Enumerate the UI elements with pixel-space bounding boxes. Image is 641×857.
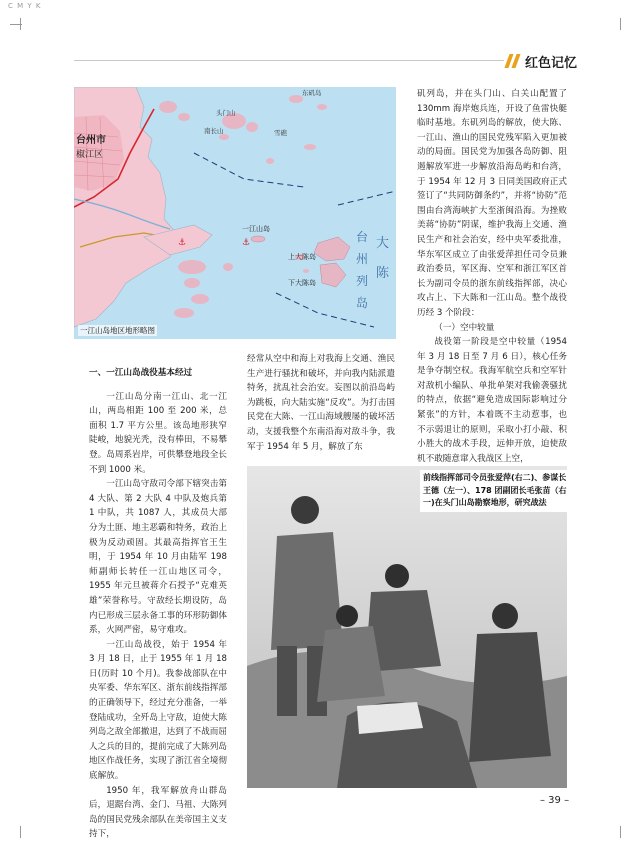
- photo-caption: 前线指挥部司令员张爱萍(右二)、参谋长王德（左一）、178 团副团长毛张苗（右一)在头门山岛勘察地形，研究战法: [420, 470, 570, 512]
- section-title: 红色记忆: [525, 55, 578, 71]
- crop-mark: [20, 826, 21, 838]
- map-caption: 一江山岛地区地形略图: [80, 326, 155, 335]
- island: [266, 158, 274, 164]
- paragraph: 一江山岛分南一江山、北一江山，两岛相距 100 至 200 米，总面积 1.7 平方公里。该岛地形狭窄陡峻，地貌光秃，没有棒田，不易攀登。岛周系岩岸，可供攀登地段全长不到 1000 米。: [89, 391, 227, 475]
- island: [191, 294, 209, 304]
- header-rule: [74, 60, 504, 61]
- article-column-2: [247, 352, 395, 454]
- section-stripes-icon: [505, 54, 521, 68]
- map-label-shangdachen: 上大陈岛: [288, 253, 316, 261]
- island: [223, 263, 233, 271]
- print-registration-marks: C M Y K: [8, 2, 42, 10]
- island: [246, 122, 258, 132]
- paragraph: 经常从空中和海上对我海上交通、渔民生产进行骚扰和破坏，并向我内陆派遣特务，扰乱社会治安。妄图以前沿岛屿为跳板，向大陆实施“反攻”。为打击国民党在大陈、一江山海域艘屡的破坏活动，支援我整个东南沿海对敌斗争，我军于 1954 年 5 月，解放了东: [247, 354, 395, 452]
- boundary-line: [338, 191, 396, 205]
- paragraph: 1950 年，我军解放舟山群岛后，退踞台湾、金门、马祖、大陈列岛的国民党残余部队在美帝国主义支持下，: [89, 785, 227, 840]
- map-label-toumen: 头门山: [216, 109, 236, 117]
- island: [317, 104, 327, 110]
- island: [184, 278, 200, 288]
- island: [178, 113, 190, 121]
- island: [289, 95, 303, 103]
- paragraph: 战役第一阶段是空中较量（1954 年 3 月 18 日至 7 月 6 日），核心任务是争夺制空权。我海军航空兵和空军针对敌机小编队、单批单架对我偷袭骚扰的特点，依据“避免造成国际影响过分紧张”的方针，本着既不主动惹事，也不示弱退让的原则，采取小打小敲、积小胜大的战术手段，远伸开放，迫使敌机不敢随意窜入我战区上空，: [417, 337, 567, 464]
- anchor-icon: ⚓: [242, 238, 251, 248]
- map-label-xiadachen: 下大陈岛: [288, 279, 316, 287]
- shangdachen-island: [314, 237, 350, 261]
- map-label-big-chen: 陈: [376, 266, 390, 281]
- island: [159, 101, 177, 113]
- photo-drawing: [247, 466, 567, 788]
- xiadachen-island: [320, 263, 346, 287]
- island: [174, 308, 194, 318]
- yijiangshan-island: [251, 236, 265, 242]
- map-figure: [74, 87, 396, 339]
- map-label-big-da: 大: [376, 236, 390, 251]
- subheading: （一）空中较量: [434, 322, 495, 333]
- crop-mark: [620, 18, 621, 30]
- map-label-nanchangshan: 南长山: [204, 127, 224, 135]
- map-label-zhou: 州: [356, 252, 369, 266]
- section-header: [505, 52, 579, 70]
- paragraph: 矶列岛，并在头门山、白关山配置了 130mm 海岸炮兵连，开设了鱼雷快艇临时基地。东矶列岛的解放，使大陈、一江山、渔山的国民党残军陷入更加被动的局面。国民党为加强各岛防御、阻遏解放军进一步解放沿海岛屿和台湾，于 1954 年 12 月 3 日同美国政府正式签订了“共同防御条约”，并将“协防”范围由台湾海峡扩大至浙闽沿海。为挫败美蒋“协防”阴谋，维护我海上交通、渔民生产和社会治安，经中央军委批准，华东军区成立了由张爱萍担任司令员兼政治委员，军区海、空军和浙江军区首长为副司令员的浙东前线指挥部，决心攻占上、下大陈和一江山岛。整个战役历经 3 个阶段：: [417, 89, 567, 318]
- map-label-tai: 台: [356, 230, 369, 244]
- anchor-icon: ⚓: [178, 238, 187, 248]
- page-number: – 39 –: [540, 795, 570, 806]
- section-heading: 一、一江山岛战役基本经过: [89, 368, 193, 378]
- historical-photo: [247, 466, 567, 788]
- article-column-3: [417, 87, 567, 466]
- island: [303, 269, 309, 273]
- map-label-taizhou: 台州市: [76, 135, 106, 146]
- map-label-lie: 列: [356, 274, 369, 288]
- map-label-jiaojiang: 椒江区: [76, 150, 104, 160]
- map-label-xuejiao: 雪礁: [274, 129, 287, 137]
- island: [304, 144, 316, 150]
- paragraph: 一江山岛战役，始于 1954 年 3 月 18 日，止于 1955 年 1 月 18 日(历时 10 个月)。我参战部队在中央军委、华东军区、浙东前线指挥部的正确领导下，经过充分准备，一举登陆成功，全歼岛上守敌，迫使大陈列岛之敌全部撤退，达到了不战而屈人之兵的目的，提前完成了大陈列岛地区作战任务，实现了浙江省全境彻底解放。: [89, 639, 227, 782]
- island: [178, 260, 206, 274]
- map-drawing: [74, 87, 396, 339]
- map-label-dao: 岛: [356, 296, 369, 310]
- map-label-yijiangshan: 一江山岛: [242, 225, 270, 233]
- boundary-line: [194, 153, 304, 187]
- crop-mark: [620, 826, 621, 838]
- article-column-1: [89, 366, 227, 842]
- paragraph: 一江山岛守敌司令部下辖突击第 4 大队、第 2 大队 4 中队及炮兵第 1 中队，共 1087 人，其成员大部分为土匪、地主恶霸和特务，政治上极为反动顽固。其最高指挥官王生明，于 1954 年 10 月由陆军 198 师副师长转任一江山地区司令，1955 年元旦被蒋介石授予“克难英雄”荣誉称号。守敌经长期设防，岛内已形成三层永备工事的环形防御体系，火网严密，易守难攻。: [89, 479, 227, 636]
- map-label-dongji: 东矶岛: [302, 89, 322, 97]
- crop-mark: [10, 24, 22, 25]
